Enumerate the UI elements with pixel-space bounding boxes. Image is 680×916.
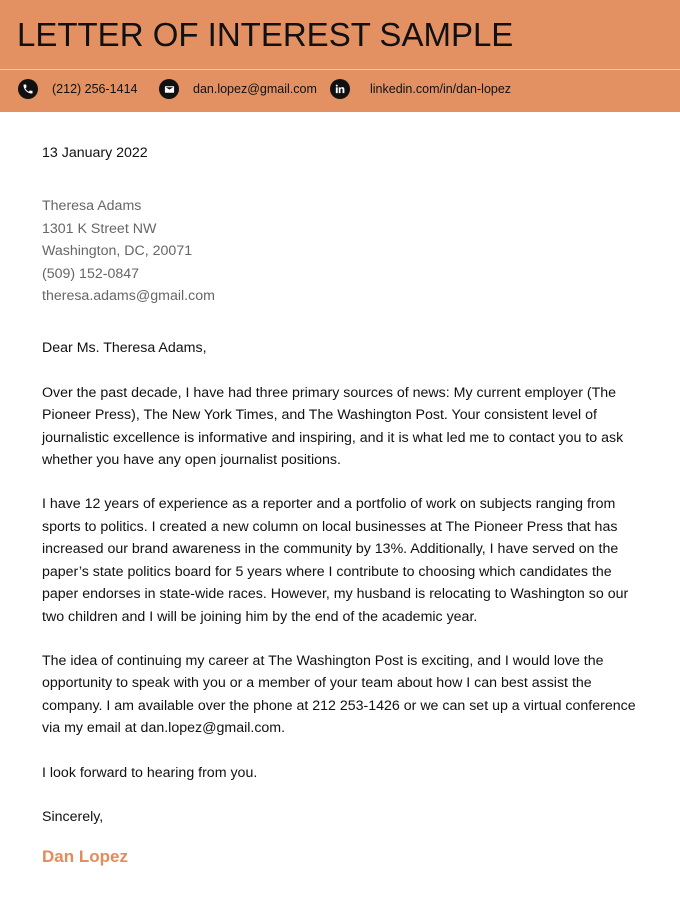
contact-phone-text: (212) 256-1414 xyxy=(52,82,138,96)
signature: Dan Lopez xyxy=(42,847,128,867)
body-paragraph: Over the past decade, I have had three primary sources of news: My current employer (The Pioneer Press), The New York Times, and The Washington Post. Your consistent level of journalistic excellence is informative and inspiring, and it is what led me to contact you to ask whether you have any open journalist positions. xyxy=(42,384,624,469)
body-paragraph: The idea of continuing my career at The Washington Post is exciting, and I would love the opportunity to speak with you or a member of your team about how I can best assist the company. I am available over the phone at 212 253-1426 or we can set up a virtual conference via my email at dan.lopez@gmail.com. xyxy=(42,652,636,737)
header-divider xyxy=(0,69,680,70)
recipient-city: Washington, DC, 20071 xyxy=(42,243,193,260)
envelope-icon xyxy=(159,79,179,99)
letter-date: 13 January 2022 xyxy=(42,145,148,161)
salutation: Dear Ms. Theresa Adams, xyxy=(42,340,207,357)
body-paragraph: I have 12 years of experience as a reporter and a portfolio of work on subjects ranging from sports to politics. I created a new column on local businesses at The Pioneer Press that has increased our brand awareness in the community by 13%. Additionally, I have served on the paper’s state politics board for 5 years where I contribute to choosing which candidates the paper endorses in state-wide races. However, my husband is relocating to Washington so our two children and I will be joining him by the end of the academic year. xyxy=(42,496,629,625)
contact-email-text: dan.lopez@gmail.com xyxy=(193,82,317,96)
page-title: LETTER OF INTEREST SAMPLE xyxy=(17,16,514,53)
closing: Sincerely, xyxy=(42,808,104,825)
letter-body xyxy=(42,142,642,869)
recipient-email: theresa.adams@gmail.com xyxy=(42,288,215,305)
recipient-street: 1301 K Street NW xyxy=(42,220,157,237)
recipient-phone: (509) 152-0847 xyxy=(42,265,140,282)
contact-email[interactable] xyxy=(159,79,317,99)
recipient-block xyxy=(42,195,642,307)
linkedin-icon xyxy=(330,79,350,99)
body-paragraph: I look forward to hearing from you. xyxy=(42,764,258,781)
contact-phone[interactable] xyxy=(18,79,137,99)
phone-icon xyxy=(18,79,38,99)
recipient-name: Theresa Adams xyxy=(42,198,142,215)
letter-header xyxy=(0,0,680,112)
contact-linkedin-text: linkedin.com/in/dan-lopez xyxy=(370,82,512,96)
contact-linkedin[interactable] xyxy=(330,79,511,99)
